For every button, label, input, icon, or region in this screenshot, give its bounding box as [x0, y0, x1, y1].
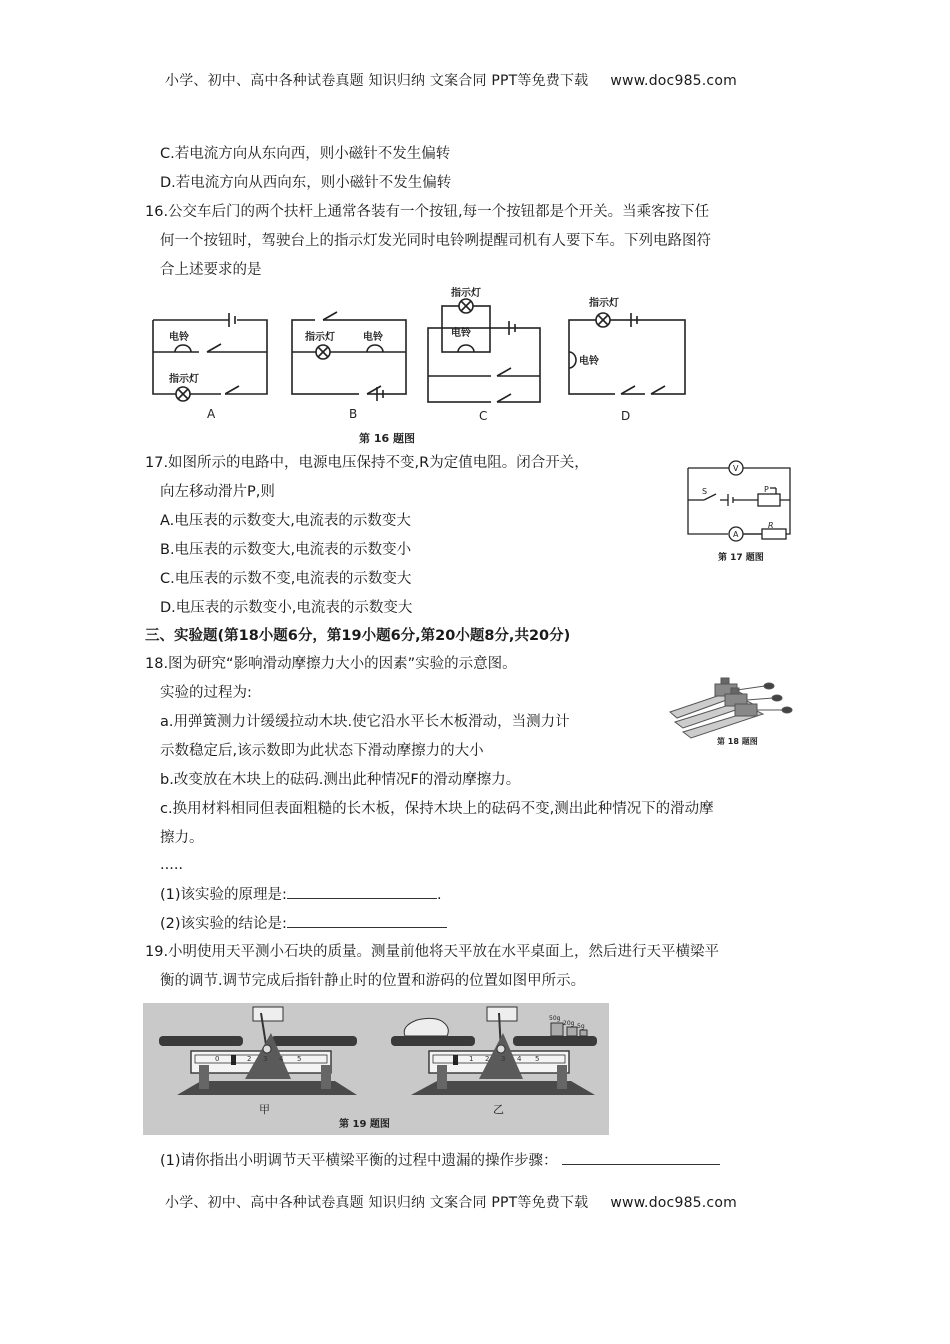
q18-sub2-text: (2)该实验的结论是:: [160, 916, 287, 932]
label-lamp-d: 指示灯: [589, 298, 619, 309]
weight-20g: 20g: [563, 1020, 575, 1027]
label-jia: 甲: [259, 1103, 270, 1116]
q17-caption: 第 17 题图: [718, 553, 764, 563]
option-label-c: C: [479, 409, 488, 423]
q17-option-c: C.电压表的示数不变,电流表的示数变大: [160, 571, 412, 587]
option-label-b: B: [349, 407, 358, 421]
header-url[interactable]: www.doc985.com: [610, 73, 737, 89]
resistor-label: R: [768, 521, 774, 530]
weight-5g: 5g: [577, 1023, 585, 1030]
q18-stem-line2: 实验的过程为:: [160, 685, 252, 701]
voltmeter-label: V: [733, 464, 739, 473]
q18-sub1-period: .: [436, 887, 442, 903]
label-bell-a: 电铃: [169, 332, 189, 343]
page-footer: [165, 1192, 737, 1212]
svg-text:2: 2: [485, 1055, 490, 1063]
q18-step-a-line2: 示数稳定后,该示数即为此状态下滑动摩擦力的大小: [160, 743, 484, 759]
q18-sub1: [160, 884, 442, 905]
option-label-a: A: [207, 407, 216, 421]
q18-ellipsis: .....: [160, 857, 184, 873]
q18-sub1-text: (1)该实验的原理是:: [160, 887, 287, 903]
label-yi: 乙: [493, 1103, 504, 1116]
circuit-b: [292, 312, 406, 401]
label-bell-b: 电铃: [363, 332, 383, 343]
label-lamp-a: 指示灯: [169, 374, 199, 385]
header-text: 小学、初中、高中各种试卷真题 知识归纳 文案合同 PPT等免费下载: [165, 73, 589, 89]
q15-option-d: D.若电流方向从西向东，则小磁针不发生偏转: [160, 175, 452, 191]
q15-option-c: C.若电流方向从东向西，则小磁针不发生偏转: [160, 146, 451, 162]
q18-step-a-line1: a.用弹簧测力计缓缓拉动木块.使它沿水平长木板滑动，当测力计: [160, 714, 570, 730]
q19-sub1-text: (1)请你指出小明调节天平横梁平衡的过程中遗漏的操作步骤：: [160, 1153, 558, 1169]
label-lamp-c: 指示灯: [451, 288, 481, 299]
q17-stem-line2: 向左移动滑片P,则: [160, 484, 275, 500]
option-label-d: D: [621, 409, 631, 423]
q16-stem-line2: 何一个按钮时，驾驶台上的指示灯发光同时电铃咧提醒司机有人要下车。下列电路图符: [160, 233, 711, 249]
label-bell-c: 电铃: [451, 328, 471, 339]
q19-balance-figure: [143, 1003, 609, 1135]
q19-stem-line1: 19.小明使用天平测小石块的质量。测量前他将天平放在水平桌面上，然后进行天平横梁平: [145, 944, 720, 960]
q19-caption: 第 19 题图: [339, 1119, 390, 1130]
svg-text:3: 3: [263, 1055, 268, 1063]
q17-option-b: B.电压表的示数变大,电流表的示数变小: [160, 542, 412, 558]
q17-circuit-figure: [680, 456, 800, 568]
svg-text:1: 1: [231, 1055, 236, 1063]
q19-sub1: [160, 1150, 720, 1171]
circuit-a: [153, 313, 267, 401]
q18-step-b: b.改变放在木块上的砝码.测出此种情况F的滑动摩擦力。: [160, 772, 521, 788]
label-lamp-b: 指示灯: [305, 332, 335, 343]
svg-text:3: 3: [501, 1055, 506, 1063]
q19-sub1-answer-blank[interactable]: [562, 1150, 720, 1165]
svg-text:4: 4: [517, 1055, 522, 1063]
q18-caption: 第 18 题图: [717, 737, 758, 746]
svg-text:1: 1: [469, 1055, 474, 1063]
svg-text:4: 4: [279, 1055, 284, 1063]
q18-step-c-line2: 擦力。: [160, 830, 204, 846]
ammeter-label: A: [733, 530, 739, 539]
page-header: [165, 70, 737, 90]
q16-stem-line3: 合上述要求的是: [160, 262, 262, 278]
q16-caption: 第 16 题图: [359, 432, 415, 445]
svg-text:5: 5: [535, 1055, 540, 1063]
q18-step-c-line1: c.换用材料相同但表面粗糙的长木板，保持木块上的砝码不变,测出此种情况下的滑动摩: [160, 801, 714, 817]
svg-text:2: 2: [247, 1055, 252, 1063]
q18-friction-figure: [665, 660, 805, 750]
section3-title: 三、实验题(第18小题6分，第19小题6分,第20小题8分,共20分): [145, 628, 571, 644]
switch-label: S: [702, 487, 708, 496]
svg-text:0: 0: [453, 1055, 458, 1063]
q18-sub2: [160, 913, 447, 934]
q16-stem-line1: 16.公交车后门的两个扶杆上通常各装有一个按钮,每一个按钮都是个开关。当乘客按下任: [145, 204, 710, 220]
footer-url[interactable]: www.doc985.com: [610, 1195, 737, 1211]
circuit-c: [428, 299, 540, 402]
slider-label: P: [764, 485, 769, 494]
weight-50g: 50g: [549, 1015, 561, 1022]
q17-option-d: D.电压表的示数变小,电流表的示数变大: [160, 600, 413, 616]
q17-stem-line1: 17.如图所示的电路中，电源电压保持不变,R为定值电阻。闭合开关，: [145, 455, 589, 471]
q18-sub2-answer-blank[interactable]: [287, 913, 447, 928]
q18-stem-line1: 18.图为研究“影响滑动摩擦力大小的因素”实验的示意图。: [145, 656, 517, 672]
footer-text: 小学、初中、高中各种试卷真题 知识归纳 文案合同 PPT等免费下载: [165, 1195, 589, 1211]
q17-option-a: A.电压表的示数变大,电流表的示数变大: [160, 513, 411, 529]
q16-circuit-figure: [145, 286, 705, 446]
svg-text:5: 5: [297, 1055, 302, 1063]
q18-sub1-answer-blank[interactable]: [287, 884, 437, 899]
circuit-d: [569, 313, 685, 394]
svg-text:0: 0: [215, 1055, 220, 1063]
label-bell-d: 电铃: [579, 356, 599, 367]
q19-stem-line2: 衡的调节.调节完成后指针静止时的位置和游码的位置如图甲所示。: [160, 973, 586, 989]
